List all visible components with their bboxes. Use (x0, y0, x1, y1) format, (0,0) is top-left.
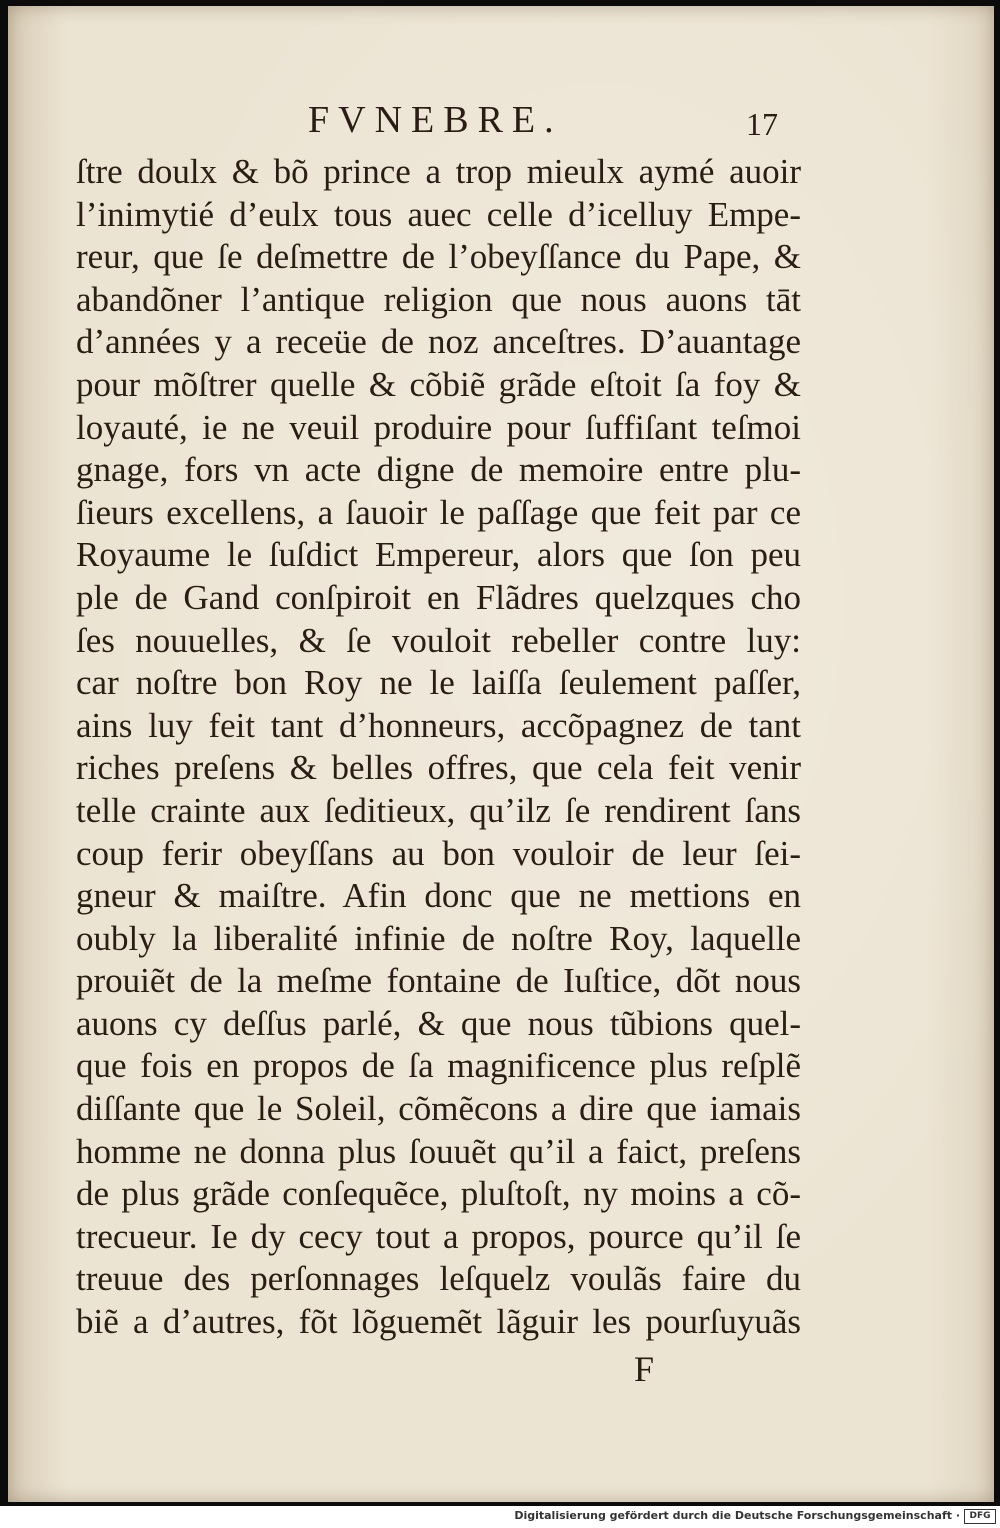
text-line: loyauté, ie ne veuil produire pour ſuffiſant teſmoi (76, 407, 801, 447)
text-line: biẽ a d’autres, fõt lõguemẽt lãguir les pourſuyuãs (76, 1302, 801, 1342)
text-line: ſieurs excellens, a ſauoir le paſſage que feit par ce (76, 492, 801, 532)
text-line: car noſtre bon Roy ne le laiſſa ſeulement paſſer, (76, 663, 801, 703)
text-line: que fois en propos de ſa magnificence plus reſplẽ (76, 1046, 801, 1086)
text-line: prouiẽt de la meſme fontaine de Iuſtice, dõt nous (76, 961, 801, 1001)
text-line: diſſante que le Soleil, cõmẽcons a dire que iamais (76, 1089, 801, 1129)
text-line: treuue des perſonnages leſquelz voulãs faire du (76, 1259, 801, 1299)
text-line: d’années y a receüe de noz anceſtres. D’auantage (76, 322, 801, 362)
text-line: homme ne donna plus ſouuẽt qu’il a faict, preſens (76, 1131, 801, 1171)
text-line: oubly la liberalité infinie de noſtre Roy, laquelle (76, 918, 801, 958)
text-line: telle crainte aux ſeditieux, qu’ilz ſe rendirent ſans (76, 790, 801, 830)
text-line: l’inimytié d’eulx tous auec celle d’icelluy Empe- (76, 194, 801, 234)
text-line: coup ferir obeyſſans au bon vouloir de leur ſei- (76, 833, 801, 873)
text-line: gnage, fors vn acte digne de memoire entre plu- (76, 450, 801, 490)
text-line: ſtre doulx & bõ prince a trop mieulx aymé auoir (76, 152, 801, 191)
text-line: abandõner l’antique religion que nous auons tāt (76, 279, 801, 319)
running-title: FVNEBRE. (308, 99, 563, 141)
body-text (76, 151, 801, 1344)
text-line: Royaume le ſuſdict Empereur, alors que ſon peu (76, 535, 801, 575)
text-line: ple de Gand conſpiroit en Flãdres quelzques cho (76, 577, 801, 617)
digitization-footer (0, 1506, 1000, 1528)
text-line: riches preſens & belles offres, que cela feit venir (76, 748, 801, 788)
text-line: ſes nouuelles, & ſe vouloit rebeller contre luy: (76, 620, 801, 660)
signature-mark: F (634, 1349, 655, 1389)
text-line: de plus grãde conſequẽce, pluſtoſt, ny moins a cõ- (76, 1174, 801, 1214)
text-line: gneur & maiſtre. Afin donc que ne mettions en (76, 876, 801, 916)
text-line: ains luy feit tant d’honneurs, accõpagnez de tant (76, 705, 801, 745)
text-line: pour mõſtrer quelle & cõbiẽ grãde eſtoit ſa foy & (76, 364, 801, 404)
dfg-logo[interactable]: DFG (964, 1509, 996, 1524)
footer-credit: Digitalisierung gefördert durch die Deutsche Forschungsgemeinschaft · (514, 1509, 960, 1522)
book-page (8, 6, 994, 1502)
text-line: reur, que ſe deſmettre de l’obeyſſance du Pape, & (76, 237, 801, 277)
page-header (8, 98, 994, 142)
text-line: auons cy deſſus parlé, & que nous tũbions quel- (76, 1003, 801, 1043)
text-line: trecueur. Ie dy cecy tout a propos, pource qu’il ſe (76, 1216, 801, 1256)
page-number: 17 (746, 106, 778, 142)
